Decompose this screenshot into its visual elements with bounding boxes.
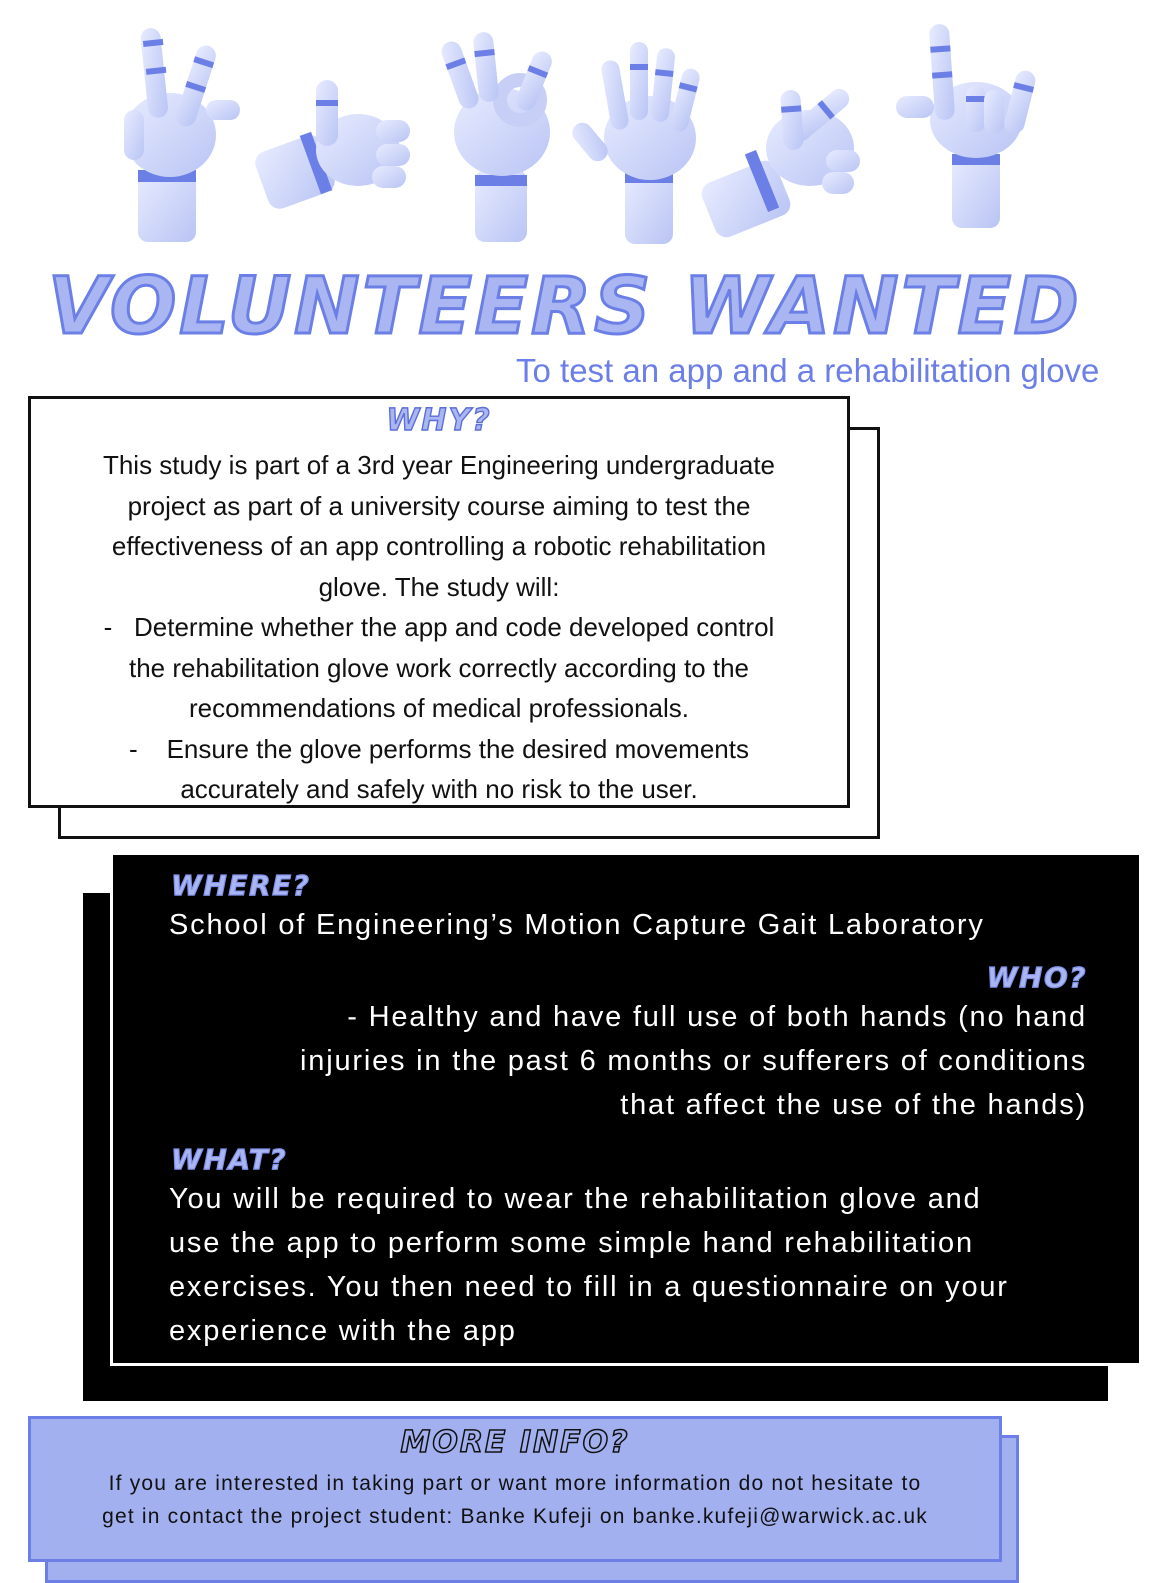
more-info-section	[28, 1416, 1002, 1562]
who-heading: WHO?	[986, 961, 1087, 994]
what-body	[169, 1177, 1009, 1353]
hand-gestures-illustration	[110, 20, 1060, 255]
why-line: recommendations of medical professionals.	[188, 693, 690, 723]
what-line: exercises. You then need to fill in a questionnaire on your	[169, 1271, 1009, 1303]
info-section	[110, 852, 1142, 1366]
thumbs-up-hand-icon	[252, 80, 410, 212]
where-heading: WHERE?	[171, 869, 311, 902]
why-line: - Determine whether the app and code developed control	[103, 612, 775, 642]
who-line: that affect the use of the hands)	[620, 1089, 1087, 1121]
what-line: experience with the app	[169, 1315, 517, 1347]
more-info-body	[41, 1467, 989, 1533]
who-line: - Healthy and have full use of both hands (no hand	[347, 1001, 1087, 1033]
headline: VOLUNTEERS WANTED	[48, 262, 1082, 352]
what-line: use the app to perform some simple hand rehabilitation	[169, 1227, 974, 1259]
what-heading: WHAT?	[171, 1143, 288, 1176]
more-info-line: get in contact the project student: Banke Kufeji on banke.kufeji@warwick.ac.uk	[102, 1505, 928, 1528]
why-line: the rehabilitation glove work correctly according to the	[129, 652, 749, 683]
why-line: accurately and safely with no risk to the user.	[180, 774, 698, 804]
why-line: project as part of a university course aiming to test the	[127, 490, 751, 521]
why-line: - Ensure the glove performs the desired movements	[129, 733, 749, 764]
open-palm-hand-icon	[568, 42, 701, 244]
why-line: effectiveness of an app controlling a robotic rehabilitation	[111, 531, 767, 561]
more-info-line: If you are interested in taking part or want more information do not hesitate to	[108, 1472, 922, 1495]
pointing-hand-icon	[698, 85, 860, 241]
peace-sign-hand-icon	[124, 27, 240, 242]
who-line: injuries in the past 6 months or sufferers of conditions	[300, 1045, 1087, 1077]
why-heading: WHY?	[386, 403, 492, 438]
subtitle: To test an app and a rehabilitation glove	[516, 352, 1100, 389]
why-body	[51, 445, 827, 810]
why-line: This study is part of a 3rd year Engineering undergraduate	[102, 450, 776, 480]
who-body	[300, 995, 1087, 1127]
rock-sign-hand-icon	[896, 23, 1037, 228]
why-line: glove. The study will:	[318, 571, 560, 602]
what-line: You will be required to wear the rehabilitation glove and	[169, 1183, 982, 1215]
ok-sign-hand-icon	[439, 31, 555, 242]
why-section	[28, 396, 850, 808]
more-info-heading: MORE INFO?	[400, 1425, 630, 1460]
where-text: School of Engineering’s Motion Capture Gait Laboratory	[169, 909, 985, 941]
